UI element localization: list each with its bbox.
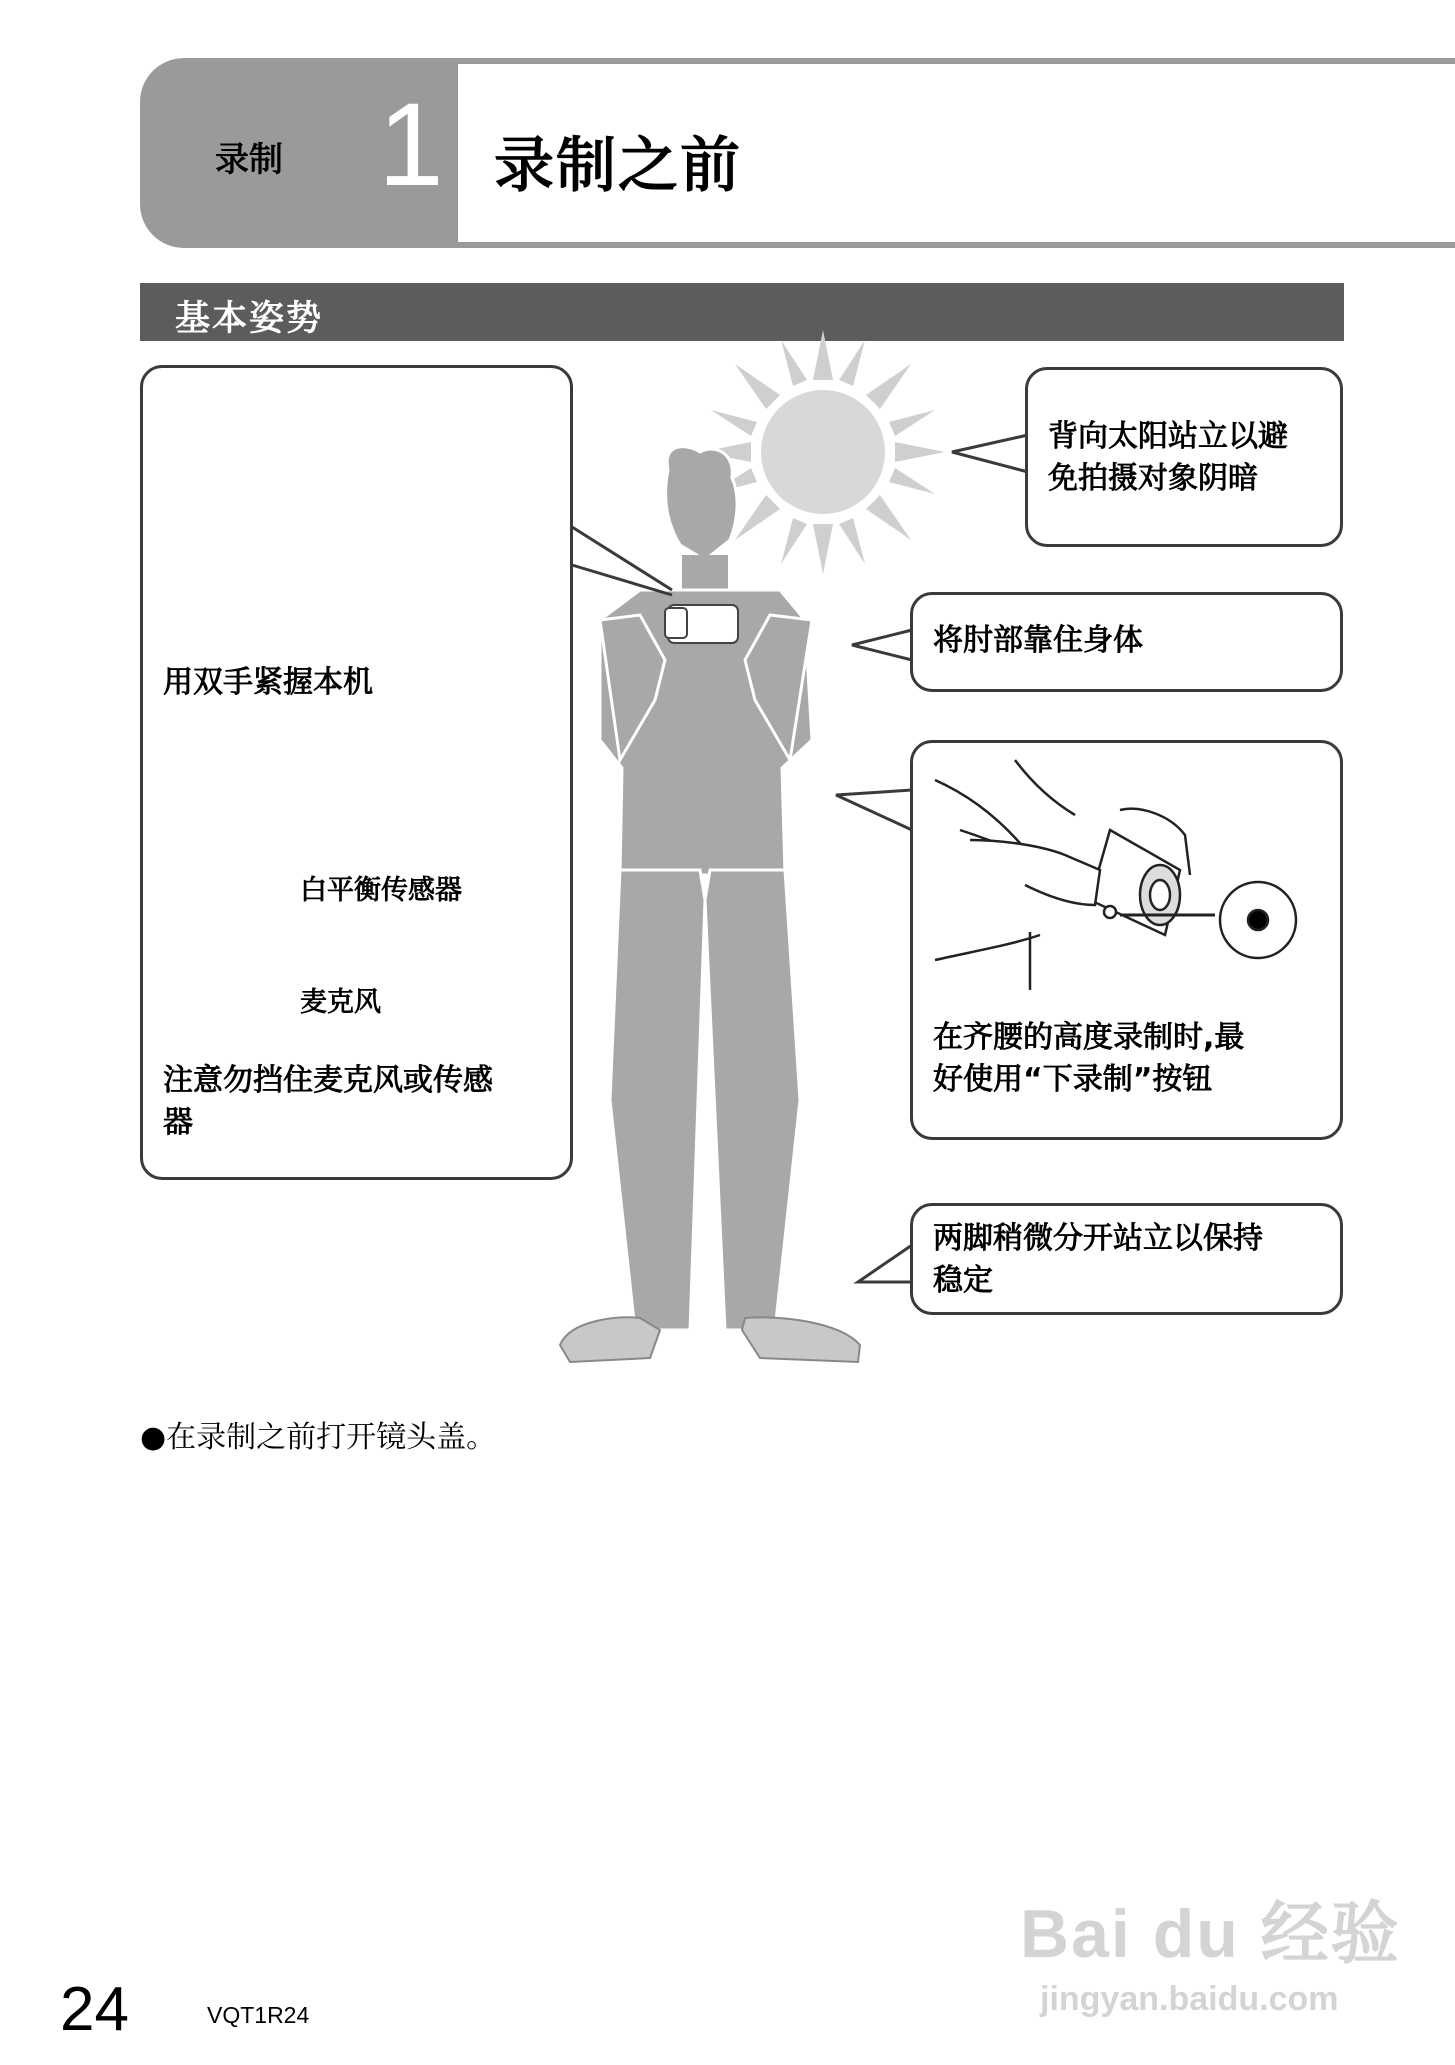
feet-line-1: 两脚稍微分开站立以保持 <box>933 1221 1263 1256</box>
left-box-pointer <box>572 527 672 595</box>
document-code: VQT1R24 <box>207 2002 310 2028</box>
waist-line-2: 好使用“下录制”按钮 <box>933 1062 1213 1097</box>
sun-icon <box>701 330 945 574</box>
chapter-category: 录制 <box>215 140 283 180</box>
watermark-url: jingyan.baidu.com <box>1040 1980 1339 2018</box>
watermark-brand: Bai du 经验 <box>1020 1896 1401 1972</box>
chapter-number: 1 <box>378 79 444 211</box>
lens-cap-note: ●在录制之前打开镜头盖。 <box>140 1420 497 1455</box>
sun-line-2: 免拍摄对象阴暗 <box>1048 461 1258 496</box>
feet-line-2: 稳定 <box>933 1263 993 1298</box>
warning-line-1: 注意勿挡住麦克风或传感 <box>163 1063 493 1098</box>
sun-line-1: 背向太阳站立以避 <box>1048 419 1288 454</box>
elbow-text: 将肘部靠住身体 <box>933 623 1143 658</box>
page-number: 24 <box>60 1975 129 2044</box>
person-figure <box>560 447 860 1362</box>
mic-label: 麦克风 <box>300 987 381 1018</box>
page-title: 录制之前 <box>494 131 742 201</box>
grip-tips-box <box>140 365 573 1180</box>
warning-line-2: 器 <box>163 1105 193 1140</box>
waist-line-1: 在齐腰的高度录制时,最 <box>933 1020 1245 1055</box>
section-title: 基本姿势 <box>175 299 324 339</box>
grip-caption: 用双手紧握本机 <box>163 665 373 700</box>
wb-sensor-label: 白平衡传感器 <box>300 875 462 906</box>
